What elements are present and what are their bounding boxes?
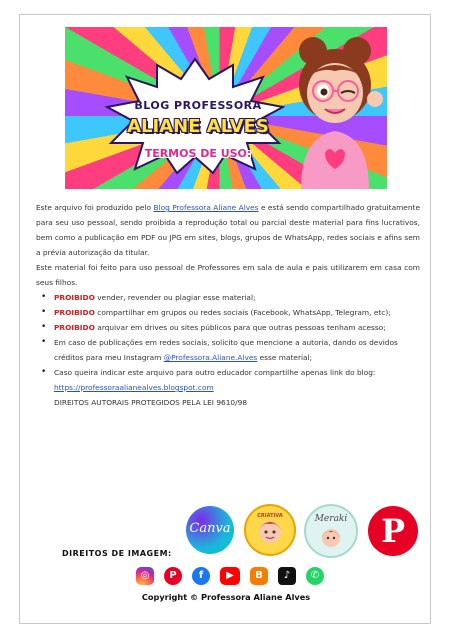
image-rights-label: DIREITOS DE IMAGEM: [62, 549, 172, 558]
youtube-icon[interactable]: ▶ [220, 567, 240, 585]
banner-title-name: ALIANE ALVES [127, 116, 269, 137]
social-icons-row [136, 567, 324, 585]
instagram-icon[interactable]: ◎ [136, 567, 154, 585]
banner-subtitle-terms: TERMOS DE USO: [144, 147, 252, 160]
intro-text-end: e está sendo compartilhado gratuitamente para seu uso pessoal, sendo proibida a reprodução total ou parcial deste material para fins lucrativos, bem como a publicação em PDF ou JPG em sites, blogs, grupos de WhatsApp, redes sociais e afins sem a prévia autorização da titular. [36, 203, 420, 257]
whatsapp-icon[interactable]: ✆ [306, 567, 324, 585]
pinterest-logo [368, 506, 418, 556]
author-avatar-illustration [283, 33, 387, 189]
intro-text-start: Este arquivo foi produzido pelo [36, 203, 154, 212]
rule-text: arquivar em drives ou sites públicos para que outras pessoas tenham acesso; [94, 323, 386, 332]
list-item [36, 290, 420, 305]
rules-list [36, 290, 420, 395]
prohibited-label: PROIBIDO [54, 293, 95, 302]
list-item [36, 335, 420, 365]
rule-text: Caso queira indicar este arquivo para outro educador compartilhe apenas link do blog: [54, 368, 376, 377]
intro-paragraph [36, 200, 420, 260]
prohibited-label: PROIBIDO [54, 308, 95, 317]
canva-logo [186, 506, 234, 554]
terms-body [36, 200, 420, 410]
blogger-icon[interactable]: B [250, 567, 268, 585]
list-item [36, 320, 420, 335]
meraki-character-icon [306, 506, 356, 556]
blog-link[interactable]: Blog Professora Aliane Alves [153, 203, 259, 212]
meraki-logo [304, 504, 358, 558]
facebook-icon[interactable]: f [192, 567, 210, 585]
prohibited-label: PROIBIDO [54, 323, 95, 332]
meraki-logo-text: Meraki [314, 514, 348, 524]
pinterest-icon[interactable]: P [164, 567, 182, 585]
instagram-handle-link[interactable]: @Professora.Aliane.Alves [163, 353, 258, 362]
usage-paragraph: Este material foi feito para uso pessoal de Professores em sala de aula e pais utilizarem em casa com seus filhos. [36, 263, 420, 287]
rule-text: Em caso de publicações em redes sociais, solicito que mencione a autoria, dando os devidos créditos para meu Instagram [54, 338, 398, 362]
tiktok-icon[interactable]: ♪ [278, 567, 296, 585]
list-item [36, 305, 420, 320]
rule-text: compartilhar em grupos ou redes sociais (Facebook, WhatsApp, Telegram, etc); [94, 308, 391, 317]
criativa-logo [244, 504, 296, 556]
criativa-logo-text: CRIATIVA [257, 513, 283, 519]
rule-text: vender, revender ou plagiar esse material; [94, 293, 256, 302]
blog-url-link[interactable]: https://professoraalianealves.blogspot.com [54, 383, 214, 392]
canva-logo-text: Canva [189, 521, 231, 536]
list-item [36, 365, 420, 395]
copyright-law-notice: DIREITOS AUTORAIS PROTEGIDOS PELA LEI 9610/98 [54, 398, 248, 407]
banner-title-blog: BLOG PROFESSORA [134, 99, 262, 112]
copyright-footer: Copyright © Professora Aliane Alves [141, 592, 311, 602]
header-banner [65, 27, 387, 189]
pinterest-logo-glyph: P [380, 512, 406, 550]
criativa-character-icon [246, 506, 294, 554]
rule-text: esse material; [257, 353, 313, 362]
